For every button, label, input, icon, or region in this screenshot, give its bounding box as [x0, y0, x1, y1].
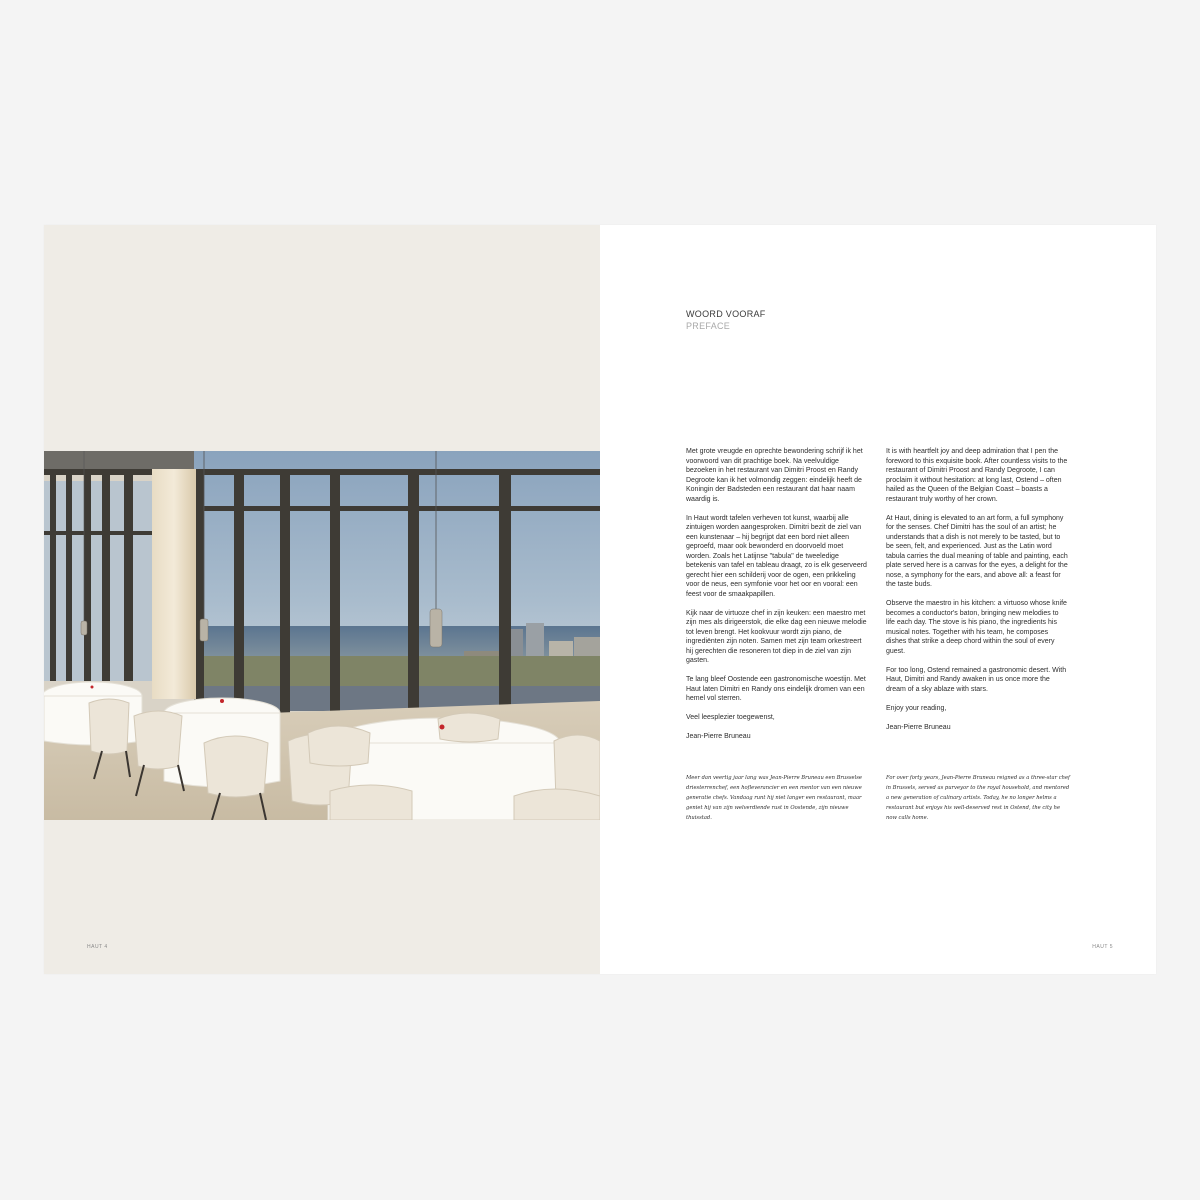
author-bio-dutch: Meer dan veertig jaar lang was Jean-Pierre Bruneau een Brusselse driesterrenchef, een hofleverancier en een mentor van een nieuwe generatie chefs. Vandaag runt hij niet langer een restaurant, maar geniet hij van zijn welverdiende rust in Oostende, zijn nieuwe thuisstad. — [686, 775, 862, 821]
english-closing: Enjoy your reading, — [886, 704, 947, 712]
left-page — [44, 225, 600, 974]
english-paragraph: Observe the maestro in his kitchen: a virtuoso whose knife becomes a conductor's baton, bringing new melodies to life each day. The stove is his piano, the ingredients his musical notes. Together with his team, he composes dishes that strike a deep chord within the soul of every guest. — [886, 600, 1067, 655]
section-heading — [686, 309, 766, 331]
dutch-column — [686, 447, 868, 751]
dutch-paragraph: Met grote vreugde en oprechte bewondering schrijf ik het voorwoord van dit prachtige boek. Na veelvuldige bezoeken in het restaurant van Dimitri Proost en Randy Degroote kan ik het volmondig zeggen: eindelijk heeft de Koningin der Badsteden een restaurant dat haar naam waardig is. — [686, 448, 863, 503]
dutch-closing: Veel leesplezier toegewenst, — [686, 714, 775, 721]
restaurant-photo — [44, 451, 600, 820]
english-paragraph: For too long, Ostend remained a gastronomic desert. With Haut, Dimitri and Randy awaken in us once more the dream of a sky ablaze with stars. — [886, 666, 1067, 693]
dutch-paragraph: Te lang bleef Oostende een gastronomische woestijn. Met Haut laten Dimitri en Randy ons eindelijk dromen van een hemel vol sterren. — [686, 676, 866, 702]
english-paragraph: At Haut, dining is elevated to an art form, a full symphony for the senses. Chef Dimitri has the soul of an artist; he understands that a dish is not merely to be tasted, but to be seen, felt, and experienced. Just as the Latin word tabula carries the dual meaning of table and painting, each plate served here is a canvas for the eyes, a delight for the nose, a symphony for the ears, and above all: a feast for the taste buds. — [886, 514, 1068, 588]
english-signature: Jean-Pierre Bruneau — [886, 723, 951, 731]
dutch-paragraph: In Haut wordt tafelen verheven tot kunst, waarbij alle zintuigen worden aangesproken. Dimitri bezit de ziel van een kunstenaar – hij begrijpt dat een bord niet alleen geproefd, maar ook bewonderd en doorvoeld moet worden. Zoals het Latijnse "tabula" de tweeledige betekenis van tafel en tableau draagt, zo is elk geserveerd gerecht hier een schilderij voor de ogen, een prikkeling voor de neus, een symfonie voor het oor en vooral: een feest voor de smaakpapillen. — [686, 514, 867, 598]
page-number-left: HAUT 4 — [87, 944, 108, 950]
author-bio-english: For over forty years, Jean-Pierre Bruneau reigned as a three-star chef in Brussels, served as purveyor to the royal household, and mentored a new generation of culinary artists. Today, he no longer helms a restaurant but enjoys his well-deserved rest in Ostend, the city he now calls home. — [886, 775, 1070, 821]
page-number-right: HAUT 5 — [1092, 944, 1113, 950]
english-paragraph: It is with heartfelt joy and deep admiration that I pen the foreword to this exquisite book. After countless visits to the restaurant of Dimitri Proost and Randy Degroote, I can proclaim it without hesitation: at long last, Ostend – often hailed as the Queen of the Belgian Coast – boasts a restaurant truly worthy of her crown. — [886, 448, 1068, 503]
heading-dutch: WOORD VOORAF — [686, 309, 766, 319]
dutch-signature: Jean-Pierre Bruneau — [686, 733, 751, 740]
english-column — [886, 447, 1068, 742]
right-page — [600, 225, 1156, 974]
dutch-paragraph: Kijk naar de virtuoze chef in zijn keuken: een maestro met zijn mes als dirigeerstok, die elke dag een nieuwe melodie tot leven brengt. Het kookvuur wordt zijn piano, de ingrediënten zijn noten. Samen met zijn team orkestreert hij gerechten die resoneren tot diep in de ziel van zijn gasten. — [686, 609, 867, 664]
heading-english: PREFACE — [686, 321, 731, 331]
restaurant-photo-image — [44, 451, 600, 820]
book-spread — [44, 225, 1156, 974]
